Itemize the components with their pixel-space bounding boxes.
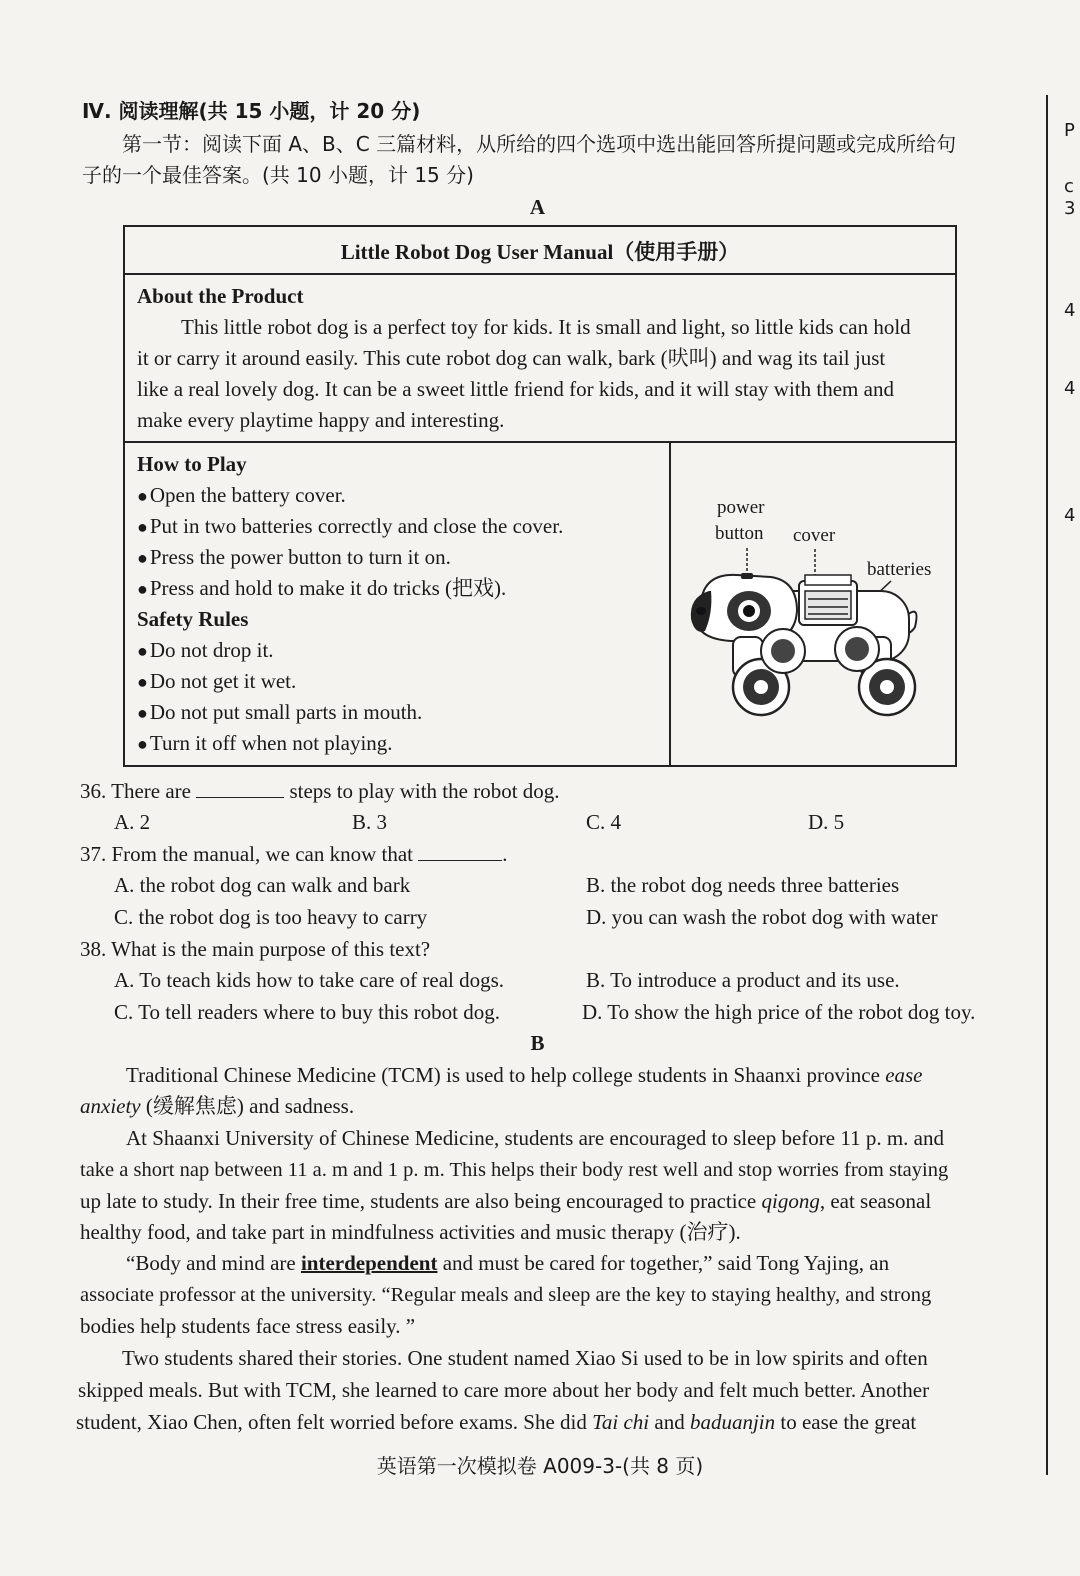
how-item-text: Open the battery cover. [149, 483, 346, 507]
passage-italic: baduanjin [689, 1410, 776, 1434]
how-item-text: Press and hold to make it do tricks (把戏). [149, 576, 507, 600]
question-36 [80, 778, 560, 804]
option-a: A. the robot dog can walk and bark [114, 873, 411, 897]
instructions-column [125, 441, 671, 767]
passage-b-text: Two students shared their stories. One student named Xiao Si used to be in low spirits and often [122, 1346, 928, 1370]
how-heading: How to Play [137, 452, 247, 476]
passage-b-text [80, 1093, 354, 1119]
safety-item [137, 699, 422, 726]
passage-b-text [76, 1409, 916, 1435]
how-item-text: Put in two batteries correctly and close the cover. [149, 514, 564, 538]
passage-b-label: B [530, 1031, 545, 1055]
option-c: C. the robot dog is too heavy to carry [114, 905, 428, 929]
robot-diagram [671, 441, 957, 767]
bullet-icon: ● [137, 548, 148, 568]
option-b: B. To introduce a product and its use. [586, 968, 900, 992]
passage-b-text: skipped meals. But with TCM, she learned to care more about her body and felt much better. Another [78, 1378, 930, 1402]
label-cover: cover [793, 525, 836, 546]
passage-b-text: healthy food, and take part in mindfulness activities and music therapy (治疗). [80, 1220, 741, 1244]
answer-blank [196, 779, 284, 798]
safety-item [137, 730, 393, 757]
safety-item-text: Turn it off when not playing. [149, 731, 393, 755]
edge-glyph: P [1064, 120, 1075, 141]
bullet-icon: ● [137, 703, 148, 723]
answer-blank [418, 842, 502, 861]
passage-text: and [654, 1410, 685, 1434]
passage-italic: Tai chi [592, 1410, 650, 1434]
option-a: A. 2 [114, 810, 151, 834]
passage-text: student, Xiao Chen, often felt worried before exams. She did [76, 1410, 587, 1434]
passage-b-text [126, 1250, 889, 1276]
safety-heading: Safety Rules [137, 607, 249, 631]
section-instruction-line1: 第一节：阅读下面 A、B、C 三篇材料，从所给的四个选项中选出能回答所提问题或完成所给句 [122, 132, 957, 156]
option-b: B. 3 [352, 810, 388, 834]
option-d: D. you can wash the robot dog with water [586, 905, 938, 929]
how-item [137, 482, 346, 509]
how-item-text: Press the power button to turn it on. [149, 545, 451, 569]
passage-text: “Body and mind are [126, 1251, 296, 1275]
manual-table [123, 225, 957, 767]
bullet-icon: ● [137, 579, 148, 599]
underlined-word: interdependent [300, 1251, 438, 1275]
page-footer: 英语第一次模拟卷 A009-3-(共 8 页) [376, 1454, 704, 1478]
passage-italic: ease [885, 1063, 923, 1087]
about-line: like a real lovely dog. It can be a sweet little friend for kids, and it will stay with them and [137, 377, 894, 401]
question-text: . [502, 842, 508, 866]
safety-item-text: Do not put small parts in mouth. [149, 700, 423, 724]
safety-item [137, 637, 274, 664]
how-item [137, 513, 563, 540]
about-line: it or carry it around easily. This cute robot dog can walk, bark (吠叫) and wag its tail just [137, 346, 886, 370]
option-a: A. To teach kids how to take care of real dogs. [114, 968, 505, 992]
safety-item-text: Do not get it wet. [149, 669, 297, 693]
passage-text: to ease the great [780, 1410, 917, 1434]
passage-b-text [80, 1188, 931, 1214]
edge-glyph: c [1064, 176, 1074, 197]
bullet-icon: ● [137, 486, 148, 506]
passage-text: and must be cared for together,” said Tong Yajing, an [442, 1251, 890, 1275]
passage-b-text: bodies help students face stress easily. ” [80, 1314, 416, 1338]
option-c: C. To tell readers where to buy this robot dog. [114, 1000, 500, 1024]
question-38: 38. What is the main purpose of this text? [80, 937, 431, 961]
edge-glyph: 4 [1064, 378, 1076, 399]
option-d: D. 5 [808, 810, 845, 834]
question-text: 37. From the manual, we can know that [80, 842, 414, 866]
edge-glyph: 4 [1064, 505, 1076, 526]
question-37 [80, 841, 508, 867]
about-section [125, 273, 955, 443]
passage-italic: anxiety [80, 1094, 141, 1118]
passage-b-text: associate professor at the university. “Regular meals and sleep are the key to staying healthy, and strong [80, 1284, 932, 1306]
about-line: This little robot dog is a perfect toy for kids. It is small and light, so little kids can hold [181, 315, 911, 339]
passage-text: (缓解焦虑) and sadness. [145, 1094, 355, 1118]
safety-item-text: Do not drop it. [149, 638, 274, 662]
bullet-icon: ● [137, 641, 148, 661]
margin-rule [1046, 95, 1048, 1475]
label-power: power [717, 497, 765, 518]
label-button: button [715, 523, 764, 544]
how-item [137, 575, 506, 602]
safety-item [137, 668, 296, 695]
passage-italic: qigong [761, 1189, 820, 1213]
bullet-icon: ● [137, 517, 148, 537]
edge-glyph: 3 [1064, 198, 1076, 219]
passage-a-label: A [529, 195, 546, 219]
robot-dog-illustration [671, 441, 957, 767]
passage-text: , eat seasonal [819, 1189, 932, 1213]
bullet-icon: ● [137, 672, 148, 692]
edge-glyph: 4 [1064, 300, 1076, 321]
about-heading: About the Product [137, 284, 304, 308]
section-instruction-line2: 子的一个最佳答案。(共 10 小题，计 15 分) [82, 163, 474, 187]
passage-b-text: At Shaanxi University of Chinese Medicine, students are encouraged to sleep before 11 p. m. and [126, 1126, 944, 1150]
bullet-icon: ● [137, 734, 148, 754]
passage-b-text: take a short nap between 11 a. m and 1 p. m. This helps their body rest well and stop worries from staying [80, 1159, 949, 1181]
label-batteries: batteries [867, 559, 932, 580]
section-title: Ⅳ. 阅读理解(共 15 小题，计 20 分) [82, 99, 421, 123]
passage-b-text [126, 1062, 923, 1088]
passage-text: Traditional Chinese Medicine (TCM) is used to help college students in Shaanxi province [126, 1063, 880, 1087]
manual-title-row [125, 227, 955, 275]
manual-title: Little Robot Dog User Manual（使用手册） [340, 240, 740, 264]
option-c: C. 4 [586, 810, 622, 834]
option-d: D. To show the high price of the robot dog toy. [582, 1000, 976, 1024]
passage-text: up late to study. In their free time, students are also being encouraged to practice [80, 1189, 757, 1213]
question-text: 36. There are [80, 779, 191, 803]
option-b: B. the robot dog needs three batteries [586, 873, 900, 897]
how-item [137, 544, 451, 571]
about-line: make every playtime happy and interesting. [137, 408, 505, 432]
question-text: steps to play with the robot dog. [289, 779, 560, 803]
